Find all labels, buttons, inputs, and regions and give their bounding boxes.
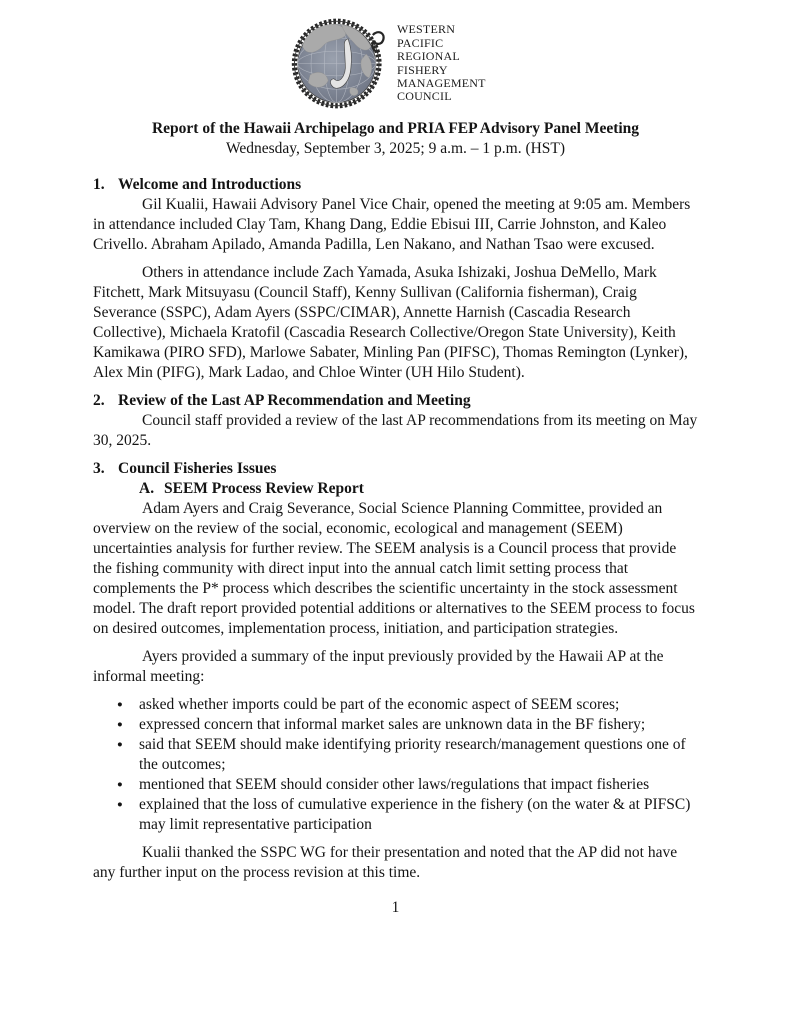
- logo-line: COUNCIL: [397, 89, 452, 104]
- bullet-item: ● said that SEEM should make identifying priority research/management questions one of the outcomes;: [93, 735, 698, 775]
- section-3a-letter: A.: [139, 480, 155, 497]
- ap-input-bullet-list: [93, 695, 698, 835]
- bullet-item: ● expressed concern that informal market sales are unknown data in the BF fishery;: [93, 715, 698, 735]
- bullet-item: ● asked whether imports could be part of the economic aspect of SEEM scores;: [93, 695, 698, 715]
- report-title: Report of the Hawaii Archipelago and PRIA FEP Advisory Panel Meeting: [151, 120, 640, 137]
- logo-line: FISHERY: [397, 62, 448, 77]
- logo-line: REGIONAL: [397, 49, 460, 64]
- report-body: [93, 0, 698, 883]
- section-3-number: 3.: [93, 460, 105, 477]
- section-3-heading: [93, 459, 698, 479]
- logo-line: WESTERN: [397, 22, 456, 37]
- bullet-item: ● mentioned that SEEM should consider other laws/regulations that impact fisheries: [93, 775, 698, 795]
- section-2-heading: [93, 391, 698, 411]
- section-1-paragraph-1: Gil Kualii, Hawaii Advisory Panel Vice Chair, opened the meeting at 9:05 am. Members in attendance included Clay Tam, Khang Dang, Eddie Ebisui III, Carrie Johnston, and Kaleo Crivello. Abraham Apilado, Amanda Padilla, Len Nakano, and Nathan Tsao were excused.: [93, 196, 691, 253]
- section-3a-paragraph-2: Ayers provided a summary of the input previously provided by the Hawaii AP at the informal meeting:: [93, 648, 664, 685]
- section-1-number: 1.: [93, 176, 105, 193]
- logo-line: PACIFIC: [397, 35, 444, 50]
- section-2-paragraph-1: Council staff provided a review of the last AP recommendations from its meeting on May 30, 2025.: [93, 412, 698, 449]
- section-3a-paragraph-3: Kualii thanked the SSPC WG for their presentation and noted that the AP did not have any further input on the process revision at this time.: [93, 844, 678, 881]
- report-date-line: Wednesday, September 3, 2025; 9 a.m. – 1 p.m. (HST): [225, 140, 566, 157]
- section-3a-title: SEEM Process Review Report: [164, 480, 364, 497]
- page-number: 1: [391, 899, 400, 916]
- page-footer: [0, 898, 791, 918]
- section-1-heading: [93, 175, 698, 195]
- section-3a-heading: [139, 479, 698, 499]
- section-2-title: Review of the Last AP Recommendation and Meeting: [118, 392, 471, 409]
- bullet-item: ● explained that the loss of cumulative experience in the fishery (on the water & at PIFSC) may limit representative participation: [93, 795, 698, 835]
- logo-line: MANAGEMENT: [397, 75, 486, 90]
- section-3-title: Council Fisheries Issues: [118, 460, 277, 477]
- section-2-number: 2.: [93, 392, 105, 409]
- section-3a-paragraph-1: Adam Ayers and Craig Severance, Social Science Planning Committee, provided an overview on the review of the social, economic, ecological and management (SEEM) uncertainties analysis for further review. The SEEM analysis is a Council process that provide the fishing community with direct input into the annual catch limit setting process that complements the P* process which describes the scientific uncertainty in the stock assessment model. The draft report provided potential additions or alternatives to the SEEM process to focus on desired outcomes, implementation process, initiation, and participation strategies.: [93, 500, 695, 637]
- section-1-title: Welcome and Introductions: [118, 176, 302, 193]
- section-1-paragraph-2: Others in attendance include Zach Yamada, Asuka Ishizaki, Joshua DeMello, Mark Fitchett, Mark Mitsuyasu (Council Staff), Kenny Sullivan (California fisherman), Craig Severance (SSPC), Adam Ayers (SSPC/CIMAR), Annette Harnish (Cascadia Research Collective), Michaela Kratofil (Cascadia Research Collective/Oregon State University), Keith Kamikawa (PIRO SFD), Marlowe Sabater, Minling Pan (PIFSC), Thomas Remington (Lynker), Alex Min (PIFG), Mark Ladao, and Chloe Winter (UH Hilo Student).: [93, 264, 688, 381]
